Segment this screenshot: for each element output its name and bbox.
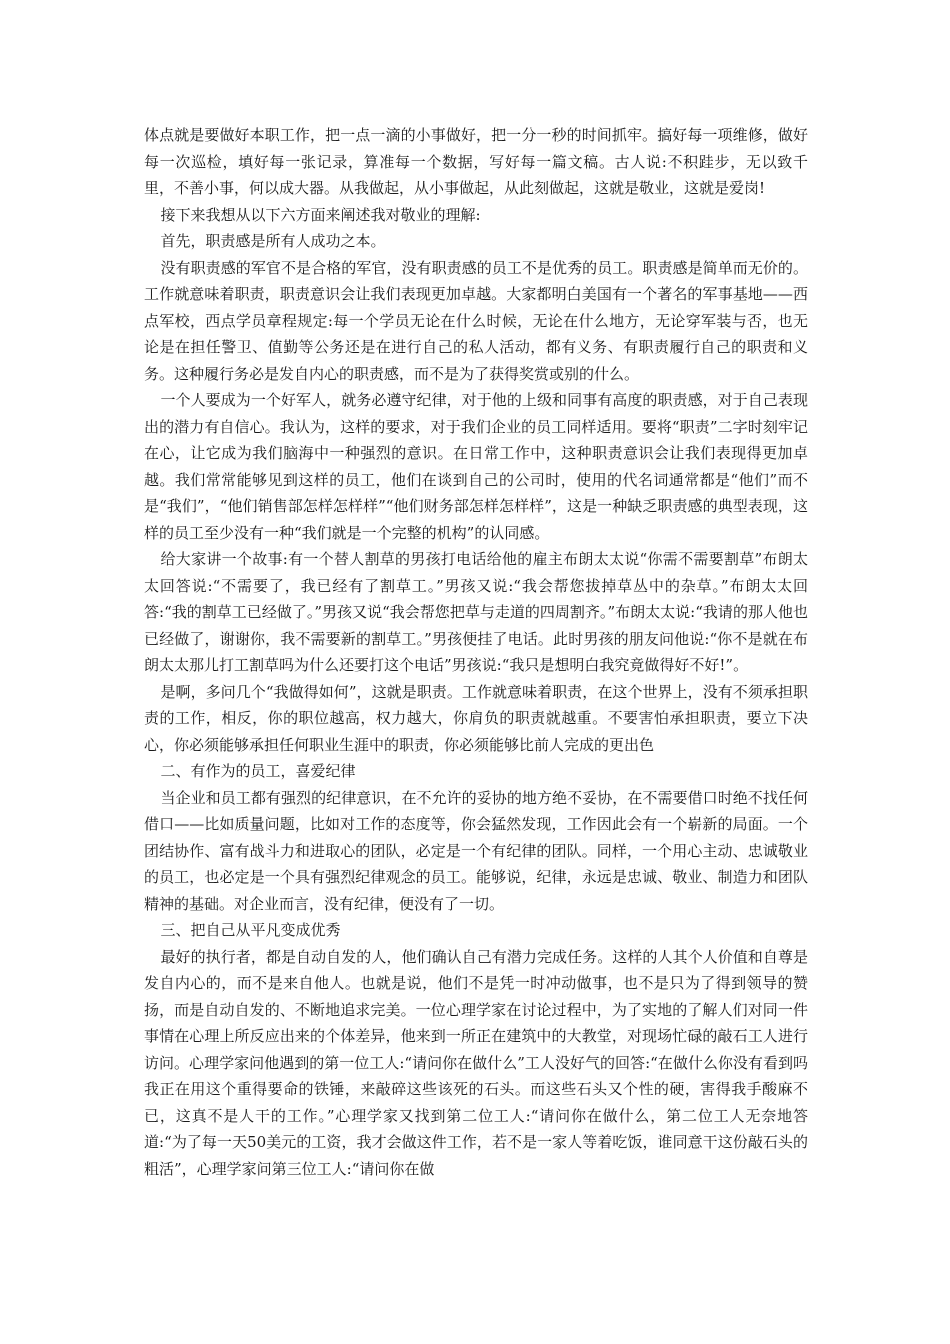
document-page xyxy=(144,122,808,1182)
paragraph-6: 给大家讲一个故事:有一个替人割草的男孩打电话给他的雇主布朗太太说“你需不需要割草”布朗太太回答说:“不需要了，我已经有了割草工。”男孩又说:“我会帮您拔掉草丛中的杂草。”布朗太太回答:“我的割草工已经做了。”男孩又说“我会帮您把草与走道的四周割齐。”布朗太太说:“我请的那人他也已经做了，谢谢你，我不需要新的割草工。”男孩便挂了电话。此时男孩的朋友问他说:“你不是就在布朗太太那儿打工割草吗为什么还要打这个电话”男孩说:“我只是想明白我究竟做得好不好!”。 xyxy=(144,550,808,674)
paragraph-3: 首先，职责感是所有人成功之本。 xyxy=(160,232,386,250)
paragraph-2: 接下来我想从以下六方面来阐述我对敬业的理解: xyxy=(160,205,481,224)
section-heading-2: 二、有作为的员工，喜爱纪律 xyxy=(160,762,356,780)
paragraph-1: 体点就是要做好本职工作，把一点一滴的小事做好，把一分一秒的时间抓牢。搞好每一项维修，做好每一次巡检，填好每一张记录，算准每一个数据，写好每一篇文稿。古人说:不积跬步，无以致千里，不善小事，何以成大器。从我做起，从小事做起，从此刻做起，这就是敬业，这就是爱岗! xyxy=(144,126,808,197)
section-heading-3: 三、把自己从平凡变成优秀 xyxy=(160,921,341,939)
paragraph-11: 最好的执行者，都是自动自发的人，他们确认自己有潜力完成任务。这样的人其个人价值和自尊是发自内心的，而不是来自他人。也就是说，他们不是凭一时冲动做事，也不是只为了得到领导的赞扬，而是自动自发的、不断地追求完美。一位心理学家在讨论过程中，为了实地的了解人们对同一件事情在心理上所反应出来的个体差异，他来到一所正在建筑中的大教堂，对现场忙碌的敲石工人进行访问。心理学家问他遇到的第一位工人:“请问你在做什么”工人没好气的回答:“在做什么你没有看到吗我正在用这个重得要命的铁锤，来敲碎这些该死的石头。而这些石头又个性的硬，害得我手酸麻不已，这真不是人干的工作。”心理学家又找到第二位工人:“请问你在做什么，第二位工人无奈地答道:“为了每一天50美元的工资，我才会做这件工作，若不是一家人等着吃饭，谁同意干这份敲石头的粗活”，心理学家问第三位工人:“请问你在做 xyxy=(144,947,808,1178)
paragraph-4: 没有职责感的军官不是合格的军官，没有职责感的员工不是优秀的员工。职责感是简单而无价的。工作就意味着职责，职责意识会让我们表现更加卓越。大家都明白美国有一个著名的军事基地——西点军校，西点学员章程规定:每一个学员无论在什么时候，无论在什么地方，无论穿军装与否，也无论是在担任警卫、值勤等公务还是在进行自己的私人活动，都有义务、有职责履行自己的职责和义务。这种履行务必是发自内心的职责感，而不是为了获得奖赏或别的什么。 xyxy=(144,258,808,383)
paragraph-5: 一个人要成为一个好军人，就务必遵守纪律，对于他的上级和同事有高度的职责感，对于自己表现出的潜力有自信心。我认为，这样的要求，对于我们企业的员工同样适用。要将“职责”二字时刻牢记在心，让它成为我们脑海中一种强烈的意识。在日常工作中，这种职责意识会让我们表现得更加卓越。我们常常能够见到这样的员工，他们在谈到自己的公司时，使用的代名词通常都是“他们”而不是“我们”，“他们销售部怎样怎样样”“他们财务部怎样怎样样”，这是一种缺乏职责感的典型表现，这样的员工至少没有一种“我们就是一个完整的机构”的认同感。 xyxy=(144,391,808,542)
paragraph-9: 当企业和员工都有强烈的纪律意识，在不允许的妥协的地方绝不妥协，在不需要借口时绝不找任何借口——比如质量问题，比如对工作的态度等，你会猛然发现，工作因此会有一个崭新的局面。一个团结协作、富有战斗力和进取心的团队，必定是一个有纪律的团队。同样，一个用心主动、忠诚敬业的员工，也必定是一个具有强烈纪律观念的员工。能够说，纪律，永远是忠诚、敬业、制造力和团队精神的基础。对企业而言，没有纪律，便没有了一切。 xyxy=(144,788,808,913)
paragraph-7: 是啊，多问几个“我做得如何”，这就是职责。工作就意味着职责，在这个世界上，没有不须承担职责的工作，相反，你的职位越高，权力越大，你肩负的职责就越重。不要害怕承担职责，要立下决心，你必须能够承担任何职业生涯中的职责，你必须能够比前人完成的更出色 xyxy=(144,682,808,754)
